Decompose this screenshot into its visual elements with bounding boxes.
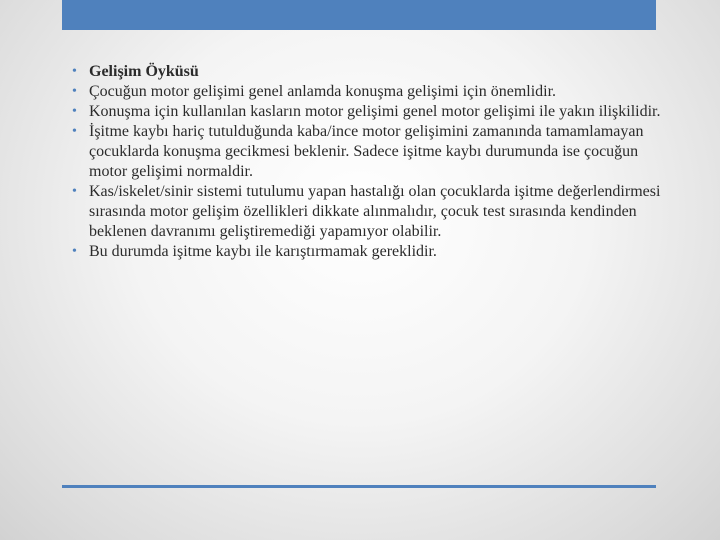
bullet-item [72,242,662,262]
bullet-text: İşitme kaybı hariç tutulduğunda kaba/ince motor gelişimini zamanında tamamlamayan çocuklarda konuşma gecikmesi beklenir. Sadece işitme kaybı durumunda ise çocuğun motor gelişimi normaldir. [89,123,644,180]
bullet-icon: • [72,84,77,99]
header-accent-bar [62,0,656,30]
slide-content [72,62,662,262]
bullet-text: Bu durumda işitme kaybı ile karıştırmamak gereklidir. [89,243,437,260]
bullet-item [72,182,662,242]
bullet-item [72,102,662,122]
bullet-icon: • [72,244,77,259]
bullet-text: Gelişim Öyküsü [89,63,199,80]
bullet-list [72,62,662,262]
bullet-text: Konuşma için kullanılan kasların motor gelişimi genel motor gelişimi ile yakın ilişkilidir. [89,103,661,120]
bullet-text: Çocuğun motor gelişimi genel anlamda konuşma gelişimi için önemlidir. [89,83,557,100]
bullet-icon: • [72,64,77,79]
bullet-icon: • [72,124,77,139]
bullet-item-heading [72,62,662,82]
bullet-icon: • [72,104,77,119]
footer-accent-rule [62,485,656,488]
bullet-item [72,122,662,182]
bullet-item [72,82,662,102]
bullet-text: Kas/iskelet/sinir sistemi tutulumu yapan hastalığı olan çocuklarda işitme değerlendirmesi sırasında motor gelişim özellikleri dikkate alınmalıdır, çocuk test sırasında kendinden beklenen davranımı geliştiremediği yapamıyor olabilir. [89,183,661,240]
bullet-icon: • [72,184,77,199]
